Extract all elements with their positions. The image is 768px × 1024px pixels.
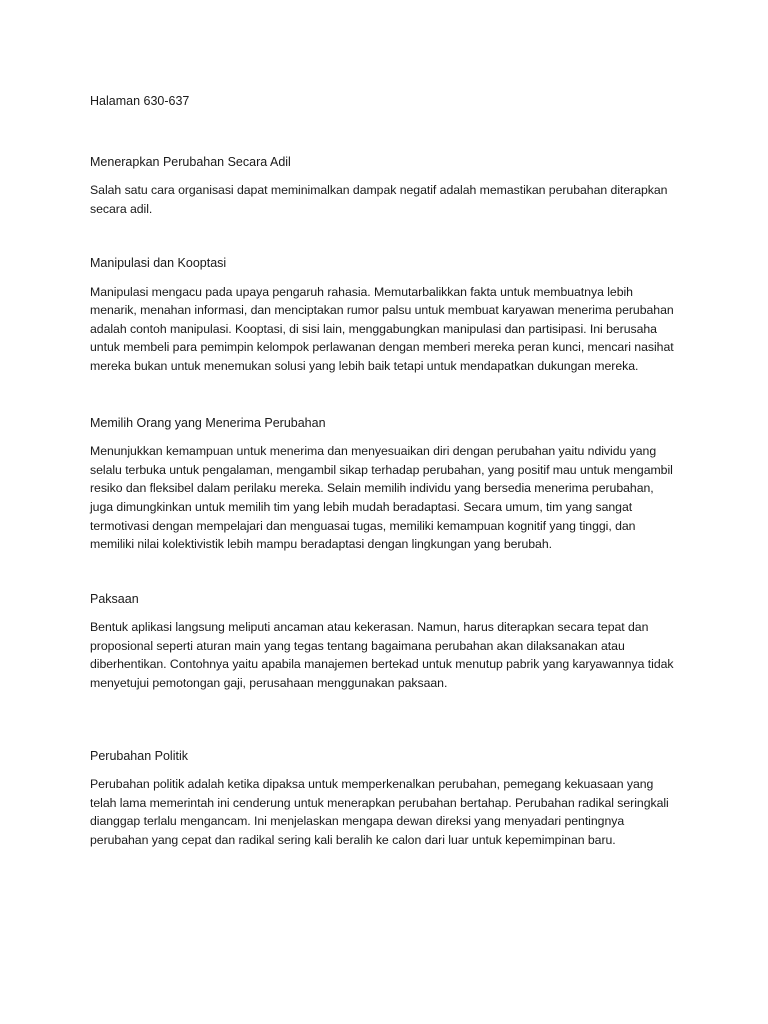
page-reference: Halaman 630-637 — [90, 94, 190, 108]
section-paksaan — [90, 590, 680, 693]
section-paragraph: Manipulasi mengacu pada upaya pengaruh rahasia. Memutarbalikkan fakta untuk membuatnya lebih menarik, menahan informasi, dan menciptakan rumor palsu untuk membuat karyawan menerima perubahan adalah contoh manipulasi. Kooptasi, di sisi lain, menggabungkan manipulasi dan partisipasi. Ini berusaha untuk membeli para pemimpin kelompok perlawanan dengan memberi mereka peran kunci, mencari nasihat mereka bukan untuk menemukan solusi yang lebih baik tetapi untuk mendapatkan dukungan mereka. — [90, 284, 674, 374]
section-heading: Menerapkan Perubahan Secara Adil — [90, 154, 291, 169]
section-heading: Memilih Orang yang Menerima Perubahan — [90, 415, 326, 430]
section-spacer — [90, 554, 680, 590]
section-paragraph: Perubahan politik adalah ketika dipaksa untuk memperkenalkan perubahan, pemegang kekuasaan yang telah lama memerintah ini cenderung untuk menerapkan perubahan bertahap. Perubahan radikal seringkali dianggap terlalu mengancam. Ini menjelaskan mengapa dewan direksi yang menyadari pentingnya perubahan yang cepat dan radikal sering kali beralih ke calon dari luar untuk kepemimpinan baru. — [90, 777, 669, 847]
section-spacer — [90, 693, 680, 747]
section-spacer — [90, 218, 680, 254]
section-paragraph: Bentuk aplikasi langsung meliputi ancaman atau kekerasan. Namun, harus diterapkan secara tepat dan proposional seperti aturan main yang tegas tentang bagaimana perubahan akan dilaksanakan atau diberhentikan. Contohnya yaitu apabila manajemen bertekad untuk menutup pabrik yang karyawannya tidak menyetujui pemotongan gaji, perusahaan menggunakan paksaan. — [90, 620, 674, 690]
section-heading: Perubahan Politik — [90, 748, 188, 763]
document-content — [90, 92, 680, 849]
section-menerapkan-perubahan — [90, 153, 680, 219]
section-heading: Paksaan — [90, 591, 139, 606]
section-perubahan-politik — [90, 747, 680, 850]
section-manipulasi-kooptasi — [90, 254, 680, 375]
section-paragraph: Menunjukkan kemampuan untuk menerima dan menyesuaikan diri dengan perubahan yaitu ndividu yang selalu terbuka untuk pengalaman, mengambil sikap terhadap perubahan, yang positif mau untuk mengambil resiko dan fleksibel dalam perilaku mereka. Selain memilih individu yang bersedia menerima perubahan, juga dimungkinkan untuk memilih tim yang lebih mudah beradaptasi. Secara umum, tim yang sangat termotivasi dengan mempelajari dan menguasai tugas, memiliki kemampuan kognitif yang tinggi, dan memiliki nilai kolektivistik lebih mampu beradaptasi dengan lingkungan yang berubah. — [90, 444, 673, 552]
section-spacer — [90, 376, 680, 414]
section-paragraph: Salah satu cara organisasi dapat meminimalkan dampak negatif adalah memastikan perubahan diterapkan secara adil. — [90, 183, 668, 216]
section-heading: Manipulasi dan Kooptasi — [90, 256, 227, 271]
section-memilih-orang — [90, 414, 680, 554]
